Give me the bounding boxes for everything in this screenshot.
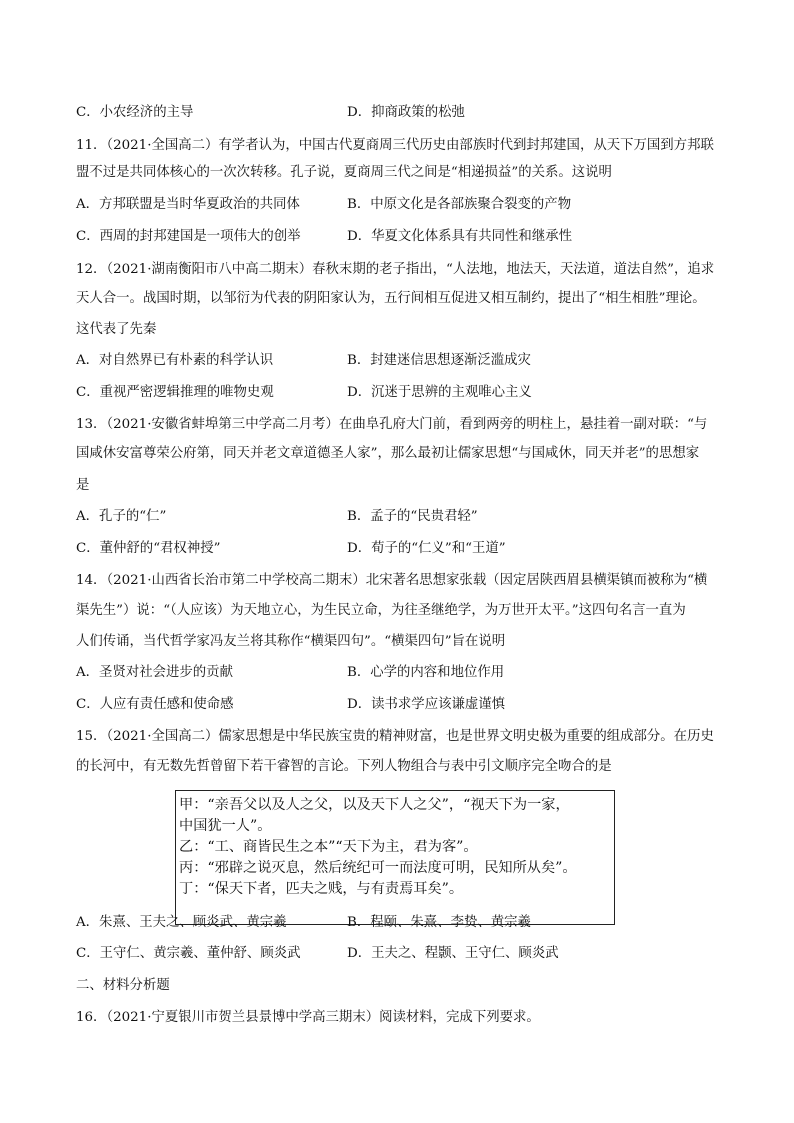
q12-option-b[interactable]: B．封建迷信思想逐渐泛滥成灾: [347, 353, 531, 368]
quote-line-3: 乙：“工、商皆民生之本”“天下为主，君为客”。: [179, 839, 478, 855]
section-heading: 二、材料分析题: [76, 978, 170, 993]
q11-stem-line-2: 盟不过是共同体核心的一次次转移。孔子说，夏商周三代之间是“相递损益”的关系。这说明: [76, 165, 612, 180]
q14-option-a[interactable]: A．圣贤对社会进步的贡献: [76, 665, 233, 680]
quote-line-5: 丁：“保天下者，匹夫之贱，与有责焉耳矣”。: [179, 881, 464, 897]
q13-stem-line-3: 是: [76, 478, 90, 493]
q13-option-a[interactable]: A．孔子的“仁”: [76, 509, 167, 524]
q16-stem-line-1: 16．（2021·宁夏银川市贺兰县景博中学高三期末）阅读材料，完成下列要求。: [76, 1010, 540, 1025]
q10-option-c[interactable]: C．小农经济的主导: [76, 105, 194, 120]
q14-stem-line-1: 14．（2021·山西省长治市第二中学校高二期末）北宋著名思想家张载（因定居陕西眉县横渠镇而被称为“横: [76, 573, 708, 588]
q11-option-d[interactable]: D．华夏文化体系具有共同性和继承性: [347, 229, 572, 244]
q12-option-a[interactable]: A．对自然界已有朴素的科学认识: [76, 353, 274, 368]
q15-option-a[interactable]: A．朱熹、王夫之、顾炎武、黄宗羲: [76, 915, 287, 930]
q14-stem-line-2: 渠先生”）说：“（人应该）为天地立心，为生民立命，为往圣继绝学，为万世开太平。”这四句名言一直为: [76, 603, 686, 618]
q12-option-c[interactable]: C．重视严密逻辑推理的唯物史观: [76, 385, 274, 400]
q11-option-a[interactable]: A．方邦联盟是当时华夏政治的共同体: [76, 197, 300, 212]
quotation-box: [175, 790, 615, 925]
q13-option-b[interactable]: B．孟子的“民贵君轻”: [347, 509, 478, 524]
q15-option-b[interactable]: B．程颐、朱熹、李贽、黄宗羲: [347, 915, 531, 930]
q11-stem-line-1: 11．（2021·全国高二）有学者认为，中国古代夏商周三代历史由部族时代到封邦建国，从天下万国到方邦联: [76, 138, 714, 153]
q13-option-c[interactable]: C．董仲舒的“君权神授”: [76, 541, 221, 556]
q11-option-b[interactable]: B．中原文化是各部族聚合裂变的产物: [347, 197, 572, 212]
q13-stem-line-1: 13．（2021·安徽省蚌埠第三中学高二月考）在曲阜孔府大门前，看到两旁的明柱上，悬挂着一副对联：“与: [76, 417, 708, 432]
q14-stem-line-3: 人们传诵，当代哲学家冯友兰将其称作“横渠四句”。“横渠四句”旨在说明: [76, 634, 506, 649]
q14-option-d[interactable]: D．读书求学应该谦虚谨慎: [347, 697, 506, 712]
q12-stem-line-2: 天人合一。战国时期，以邹衍为代表的阴阳家认为，五行间相互促进又相互制约，提出了“相生相胜”理论。: [76, 291, 706, 306]
quote-line-4: 丙：“邪辟之说灭息，然后统纪可一而法度可明，民知所从矣”。: [179, 860, 577, 876]
q15-stem-line-2: 的长河中，有无数先哲曾留下若干睿智的言论。下列人物组合与表中引文顺序完全吻合的是: [76, 759, 612, 774]
q15-option-c[interactable]: C．王守仁、黄宗羲、董仲舒、顾炎武: [76, 946, 301, 961]
q15-stem-line-1: 15．（2021·全国高二）儒家思想是中华民族宝贵的精神财富，也是世界文明史极为重要的组成部分。在历史: [76, 729, 714, 744]
q10-option-d[interactable]: D．抑商政策的松弛: [347, 105, 465, 120]
q15-option-d[interactable]: D．王夫之、程颢、王守仁、顾炎武: [347, 946, 559, 961]
q13-stem-line-2: 国咸休安富尊荣公府第，同天并老文章道德圣人家”，那么最初让儒家思想“与国咸休，同天并老”的思想家: [76, 446, 700, 461]
quote-line-1: 甲：“亲吾父以及人之父，以及天下人之父”，“视天下为一家，: [179, 797, 570, 813]
q13-option-d[interactable]: D．荀子的“仁义”和“王道”: [347, 541, 506, 556]
q14-option-b[interactable]: B．心学的内容和地位作用: [347, 665, 505, 680]
q14-option-c[interactable]: C．人应有责任感和使命感: [76, 697, 234, 712]
q12-stem-line-3: 这代表了先秦: [76, 322, 157, 337]
q12-option-d[interactable]: D．沉迷于思辨的主观唯心主义: [347, 385, 532, 400]
q11-option-c[interactable]: C．西周的封邦建国是一项伟大的创举: [76, 229, 301, 244]
q12-stem-line-1: 12．（2021·湖南衡阳市八中高二期末）春秋末期的老子指出，“人法地，地法天，天法道，道法自然”，追求: [76, 262, 715, 277]
quote-line-2: 中国犹一人”。: [179, 818, 272, 834]
